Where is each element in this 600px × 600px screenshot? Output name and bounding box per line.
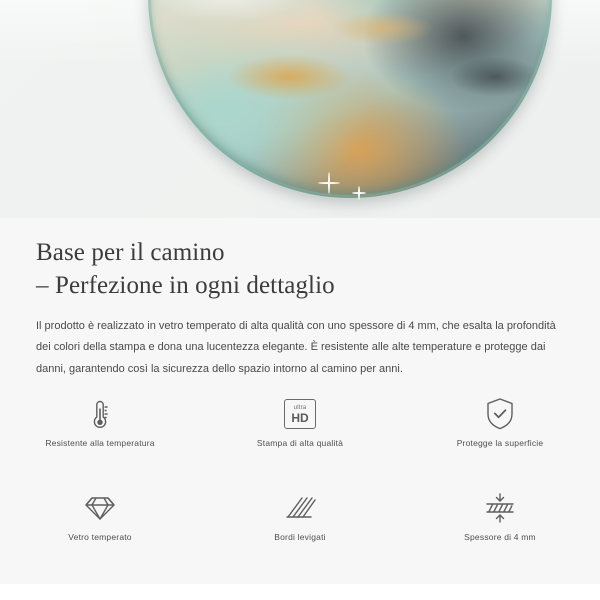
feature-item-print-quality [200,392,400,470]
polished-edges-icon [282,486,318,530]
title-line-2: – Perfezione in ogni dettaglio [36,272,335,299]
feature-label: Spessore di 4 mm [464,532,536,542]
title-line-1: Base per il camino [36,239,225,266]
ultra-hd-badge-top: ultra [293,404,307,411]
diamond-icon [82,486,118,530]
feature-label: Protegge la superficie [456,438,544,448]
text-content [0,218,600,380]
feature-item-thickness [400,486,600,564]
feature-list [0,392,600,564]
ultra-hd-icon [284,392,316,436]
bottom-spacer [0,584,600,600]
hero-image [0,0,600,218]
feature-item-tempered-glass [0,486,200,564]
page-title [0,218,600,302]
shield-check-icon [483,392,517,436]
feature-label: Stampa di alta qualità [256,438,344,448]
feature-item-surface-protection [400,392,600,470]
feature-label: Vetro temperato [68,532,132,542]
glass-plate-product-image [148,0,552,198]
thermometer-icon [83,392,117,436]
feature-item-temperature-resistant [0,392,200,470]
thickness-arrows-icon [482,486,518,530]
feature-item-polished-edges [200,486,400,564]
ultra-hd-badge-bottom: HD [291,410,309,425]
description-paragraph: Il prodotto è realizzato in vetro temperato di alta qualità con uno spessore di 4 mm, che esalta la profondità dei colori della stampa e dona una lucentezza elegante. È resistente alle alte temperature e protegge dai danni, garantendo così la sicurezza dello spazio intorno al camino per anni. [36,320,556,375]
feature-label: Bordi levigati [274,532,326,542]
feature-label: Resistente alla temperatura [45,438,155,448]
